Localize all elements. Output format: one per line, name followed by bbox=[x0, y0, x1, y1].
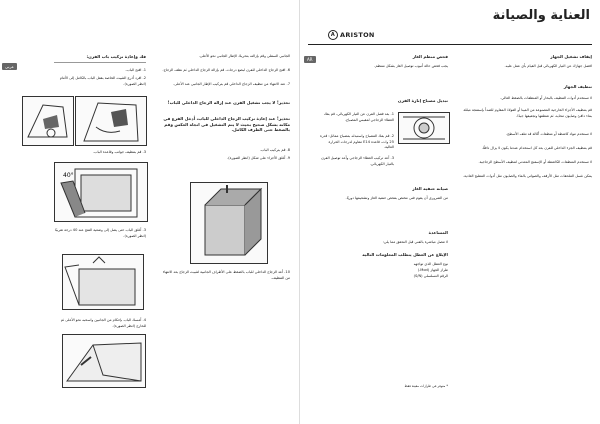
cleaning-heading: تنظيف الجهاز bbox=[563, 84, 592, 89]
glass-panel-illustration bbox=[190, 182, 268, 264]
door-heading-rule bbox=[54, 62, 146, 63]
lamp-heading: تبديل مصباح إنارة الفرن bbox=[397, 98, 448, 103]
ariston-logo-icon: A bbox=[328, 30, 338, 40]
report-info-heading: الإبلاغ عن العطل يتطلب المعلومات التالية bbox=[362, 252, 448, 257]
door-step-1: 1. افتح الباب. bbox=[125, 68, 146, 72]
cleaning-bullet-1: لا تستخدم أدوات التنظيف بالبخار أو المنظفات بالضغط العالي. bbox=[500, 96, 592, 100]
door-step-4: 3. أغلق الباب حتى يصل إلى وضعية الفتح عند 40 درجة تقريبًا (انظر الصورة). bbox=[55, 228, 146, 238]
gas-tap-heading: صيانة حنفية الغاز bbox=[412, 186, 448, 191]
cleaning-bullet-3: لا تستخدم مواد كاشطة أو منظفات أكالة قد تتلف الأسطح. bbox=[505, 132, 592, 136]
door-lift-illustration bbox=[62, 254, 144, 310]
switch-off-text: افصل جهازك عن التيار الكهربائي قبل القيام بأي عمل عليه. bbox=[504, 64, 592, 68]
language-tab: عربي bbox=[2, 63, 17, 70]
brand-name: ARISTON bbox=[340, 31, 375, 39]
lamp-step-1: 1. بعد فصل الفرن عن التيار الكهربائي، قم بفك الغطاء الزجاجي لمقبس المصباح. bbox=[323, 112, 394, 122]
gas-tap-text: من الضروري أن يقوم فني مختص بفحص حنفية الغاز وتشحيمها دوريًا. bbox=[345, 196, 448, 200]
report-info-item-2: طراز الجهاز (Mod.) bbox=[417, 268, 448, 272]
gas-check-text: يجب فحص حالة أنبوب توصيل الغاز بشكل منتظم. bbox=[374, 64, 448, 68]
report-info-item-3: الرقم التسلسلي (S/N) bbox=[413, 274, 448, 278]
door-step-2: 2. افرد أذرع التثبيت الخاصة بقفل الباب بالكامل إلى الأمام (انظر الصورة). bbox=[59, 76, 146, 86]
glass-warning-heading: تحذير! لا يجب تشغيل الفرن عند إزالة الزجاج الداخلي للباب! bbox=[167, 100, 290, 105]
brand-logo bbox=[328, 30, 375, 40]
glass-step-7: 7. عند الانتهاء من تنظيف الزجاج الداخلي قم بتركيب الإطار الجانبي عند الأعلى. bbox=[173, 82, 290, 86]
cleaning-bullet-4: قم بتنظيف الجزء الداخلي للفرن بعد كل استخدام عندما يكون لا يزال دافئًا. bbox=[481, 146, 592, 150]
cleaning-bullet-5: لا تستخدم المنظفات الكاشطة أو الإسفنج المعدني لتنظيف الأسطح الزجاجية. bbox=[478, 160, 592, 164]
lamp-step-2: 2. قم بفك المصباح واستبدله بمصباح مماثل: قدرة 25 وات، قاعدة E14 مقاوم لدرجات الحرارة العالية. bbox=[320, 134, 394, 150]
footnote: * متوفر في طرازات معينة فقط bbox=[404, 384, 448, 388]
glass-step-10: 10. أعد الزجاج الداخلي للباب بالضغط على الأطراف الجانبية لتثبيت الزجاج بعد الانتهاء من التنظيف. bbox=[162, 270, 290, 280]
door-section-heading: فك وإعادة تركيب باب الفرن: bbox=[86, 54, 146, 59]
title-rule bbox=[308, 44, 592, 45]
glass-step-9: 9. أغلق الأجزاء على شكل (انظر الصورة). bbox=[227, 156, 290, 160]
door-step-3-note: 3. قم بتنظيف جوانب وقاعدة الباب. bbox=[92, 150, 146, 154]
door-hinge-illustration-b bbox=[75, 96, 147, 146]
glass-warning-text: تحذير! عند إعادة تركيب الزجاج الداخلي للباب، أدخل الفرع في مكانه بشكل صحيح بحيث لا يتم التشغيل في اتجاه العكس وقم بالضغط حتى الطرف الكامل. bbox=[163, 116, 290, 133]
glass-step-6: 6. افتح الزجاج الداخلي للفرن لبضع درجات. قم بإزالة الزجاج الداخلي ثم نظف الزجاج. bbox=[162, 68, 290, 72]
assistance-heading: المساعدة bbox=[428, 230, 448, 235]
right-page bbox=[300, 0, 600, 424]
assistance-text: لا تتصل مباشرة بالفني قبل التحقق مما يلي: bbox=[382, 240, 448, 244]
report-info-item-1: نوع العطل الذي تواجهه bbox=[413, 262, 448, 266]
cleaning-bullet-2: قم بتنظيف الأجزاء الخارجية المصنوعة من المينا أو الفولاذ المقاوم للصدأ بإسفنجة مبللة بماء دافئ وصابون محايد، ثم شطفها وتجفيفها جيدًا. bbox=[463, 108, 592, 118]
oven-lamp-illustration bbox=[398, 112, 450, 144]
language-tab-ar: AR bbox=[304, 56, 316, 63]
page-title: العناية والصيانة bbox=[492, 8, 590, 23]
svg-text:40°: 40° bbox=[63, 172, 74, 179]
cleaning-bullet-6: يمكن غسل الملحقات مثل الأرفف والصواني بالماء والصابون مثل أدوات المطبخ العادية. bbox=[462, 174, 592, 178]
door-step-5: 4. أمسك الباب بإحكام من الجانبين واسحبه نحو الأعلى ثم للخارج (انظر الصورة). bbox=[60, 318, 146, 328]
lamp-step-3: 3. أعد تركيب الغطاء الزجاجي وأعد توصيل الفرن بالتيار الكهربائي. bbox=[321, 156, 394, 166]
gas-check-heading: فحص منظم الغاز bbox=[412, 54, 448, 59]
glass-intro-text: الجانبي السفلي وقم بإزالته بتحريك الإطار الجانبي نحو الأعلى. bbox=[198, 54, 290, 58]
door-hinge-illustration-a bbox=[22, 96, 74, 146]
door-reassembly-illustration bbox=[62, 334, 146, 388]
glass-step-8: 8. قم بتركيب الباب. bbox=[259, 148, 290, 152]
switch-off-heading: إيقاف تشغيل الجهاز bbox=[550, 54, 592, 59]
oven-door-40-degree-illustration bbox=[54, 162, 148, 222]
